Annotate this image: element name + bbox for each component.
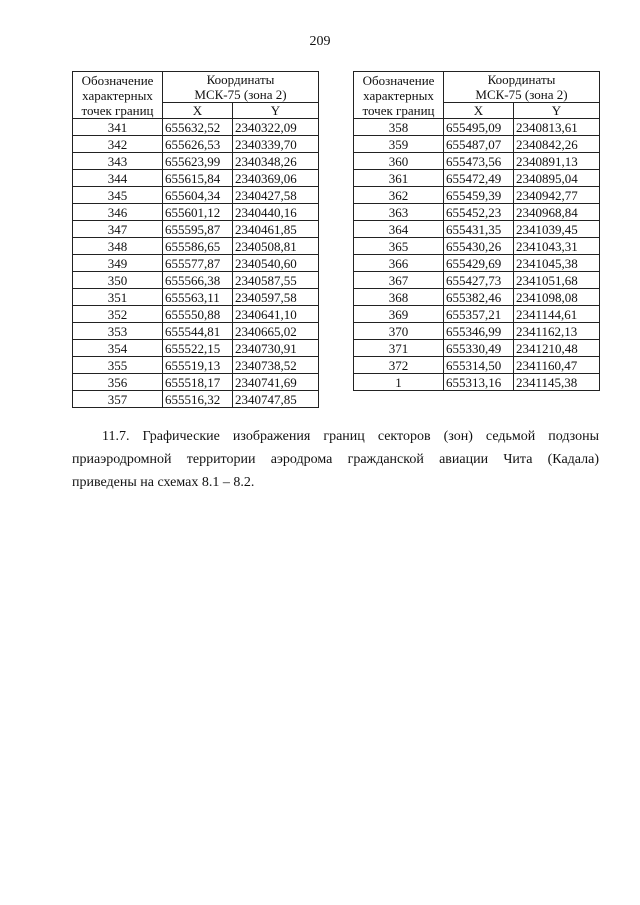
x-coordinate-cell: 655357,21 bbox=[444, 306, 514, 323]
table-row bbox=[73, 323, 319, 340]
x-coordinate-cell: 655604,34 bbox=[163, 187, 233, 204]
y-coordinate-cell: 2340440,16 bbox=[233, 204, 319, 221]
x-coordinate-cell: 655519,13 bbox=[163, 357, 233, 374]
x-coordinate-cell: 655586,65 bbox=[163, 238, 233, 255]
table-row bbox=[73, 357, 319, 374]
point-number-cell: 372 bbox=[354, 357, 444, 374]
paragraph-11-7 bbox=[72, 425, 599, 494]
point-number-cell: 366 bbox=[354, 255, 444, 272]
y-coordinate-cell: 2340891,13 bbox=[514, 153, 600, 170]
y-coordinate-cell: 2340339,70 bbox=[233, 136, 319, 153]
x-coordinate-cell: 655382,46 bbox=[444, 289, 514, 306]
point-number-cell: 357 bbox=[73, 391, 163, 408]
point-number-cell: 355 bbox=[73, 357, 163, 374]
table-row bbox=[73, 153, 319, 170]
y-coordinate-cell: 2340369,06 bbox=[233, 170, 319, 187]
point-number-cell: 365 bbox=[354, 238, 444, 255]
y-coordinate-cell: 2340597,58 bbox=[233, 289, 319, 306]
table-row bbox=[73, 255, 319, 272]
table-row bbox=[354, 136, 600, 153]
y-coordinate-cell: 2341210,48 bbox=[514, 340, 600, 357]
x-coordinate-cell: 655459,39 bbox=[444, 187, 514, 204]
y-coordinate-cell: 2340665,02 bbox=[233, 323, 319, 340]
y-coordinate-cell: 2340968,84 bbox=[514, 204, 600, 221]
y-coordinate-cell: 2340508,81 bbox=[233, 238, 319, 255]
y-coordinate-cell: 2341160,47 bbox=[514, 357, 600, 374]
y-coordinate-cell: 2341145,38 bbox=[514, 374, 600, 391]
header-coordinates: Координаты МСК-75 (зона 2) bbox=[444, 72, 600, 103]
x-coordinate-cell: 655601,12 bbox=[163, 204, 233, 221]
x-coordinate-cell: 655452,23 bbox=[444, 204, 514, 221]
table-row bbox=[73, 391, 319, 408]
table-row bbox=[354, 153, 600, 170]
point-number-cell: 346 bbox=[73, 204, 163, 221]
y-coordinate-cell: 2341162,13 bbox=[514, 323, 600, 340]
table-row bbox=[354, 340, 600, 357]
table-row bbox=[354, 357, 600, 374]
x-coordinate-cell: 655563,11 bbox=[163, 289, 233, 306]
table-row bbox=[354, 255, 600, 272]
point-number-cell: 345 bbox=[73, 187, 163, 204]
x-coordinate-cell: 655615,84 bbox=[163, 170, 233, 187]
x-coordinate-cell: 655313,16 bbox=[444, 374, 514, 391]
point-number-cell: 347 bbox=[73, 221, 163, 238]
y-coordinate-cell: 2340348,26 bbox=[233, 153, 319, 170]
table-row bbox=[73, 374, 319, 391]
x-coordinate-cell: 655495,09 bbox=[444, 119, 514, 136]
table-row bbox=[354, 238, 600, 255]
header-y: Y bbox=[514, 103, 600, 119]
table-row bbox=[354, 204, 600, 221]
point-number-cell: 361 bbox=[354, 170, 444, 187]
y-coordinate-cell: 2341098,08 bbox=[514, 289, 600, 306]
point-number-cell: 371 bbox=[354, 340, 444, 357]
point-number-cell: 1 bbox=[354, 374, 444, 391]
y-coordinate-cell: 2340895,04 bbox=[514, 170, 600, 187]
point-number-cell: 342 bbox=[73, 136, 163, 153]
x-coordinate-cell: 655516,32 bbox=[163, 391, 233, 408]
point-number-cell: 364 bbox=[354, 221, 444, 238]
x-coordinate-cell: 655487,07 bbox=[444, 136, 514, 153]
point-number-cell: 344 bbox=[73, 170, 163, 187]
table-row bbox=[354, 323, 600, 340]
point-number-cell: 360 bbox=[354, 153, 444, 170]
x-coordinate-cell: 655429,69 bbox=[444, 255, 514, 272]
point-number-cell: 353 bbox=[73, 323, 163, 340]
x-coordinate-cell: 655544,81 bbox=[163, 323, 233, 340]
x-coordinate-cell: 655626,53 bbox=[163, 136, 233, 153]
paragraph-line: приаэродромной территории аэродрома гражданской авиации Чита (Кадала) bbox=[72, 452, 599, 467]
x-coordinate-cell: 655577,87 bbox=[163, 255, 233, 272]
y-coordinate-cell: 2341043,31 bbox=[514, 238, 600, 255]
point-number-cell: 367 bbox=[354, 272, 444, 289]
point-number-cell: 341 bbox=[73, 119, 163, 136]
x-coordinate-cell: 655346,99 bbox=[444, 323, 514, 340]
y-coordinate-cell: 2341144,61 bbox=[514, 306, 600, 323]
x-coordinate-cell: 655518,17 bbox=[163, 374, 233, 391]
point-number-cell: 370 bbox=[354, 323, 444, 340]
x-coordinate-cell: 655314,50 bbox=[444, 357, 514, 374]
y-coordinate-cell: 2341045,38 bbox=[514, 255, 600, 272]
header-point-label: Обозначение характерных точек границ bbox=[354, 72, 444, 119]
table-row bbox=[354, 119, 600, 136]
x-coordinate-cell: 655566,38 bbox=[163, 272, 233, 289]
x-coordinate-cell: 655431,35 bbox=[444, 221, 514, 238]
y-coordinate-cell: 2340540,60 bbox=[233, 255, 319, 272]
point-number-cell: 358 bbox=[354, 119, 444, 136]
x-coordinate-cell: 655632,52 bbox=[163, 119, 233, 136]
table-row bbox=[354, 187, 600, 204]
point-number-cell: 349 bbox=[73, 255, 163, 272]
y-coordinate-cell: 2340747,85 bbox=[233, 391, 319, 408]
table-row bbox=[73, 187, 319, 204]
table-row bbox=[73, 306, 319, 323]
point-number-cell: 362 bbox=[354, 187, 444, 204]
coordinates-table-right bbox=[353, 71, 600, 391]
table-row bbox=[73, 289, 319, 306]
table-row bbox=[354, 272, 600, 289]
y-coordinate-cell: 2340813,61 bbox=[514, 119, 600, 136]
x-coordinate-cell: 655595,87 bbox=[163, 221, 233, 238]
table-row bbox=[73, 170, 319, 187]
x-coordinate-cell: 655330,49 bbox=[444, 340, 514, 357]
point-number-cell: 356 bbox=[73, 374, 163, 391]
header-x: X bbox=[163, 103, 233, 119]
point-number-cell: 351 bbox=[73, 289, 163, 306]
y-coordinate-cell: 2340461,85 bbox=[233, 221, 319, 238]
y-coordinate-cell: 2340587,55 bbox=[233, 272, 319, 289]
y-coordinate-cell: 2340641,10 bbox=[233, 306, 319, 323]
table-row bbox=[73, 119, 319, 136]
y-coordinate-cell: 2341039,45 bbox=[514, 221, 600, 238]
x-coordinate-cell: 655550,88 bbox=[163, 306, 233, 323]
point-number-cell: 350 bbox=[73, 272, 163, 289]
table-row bbox=[354, 221, 600, 238]
header-y: Y bbox=[233, 103, 319, 119]
point-number-cell: 354 bbox=[73, 340, 163, 357]
point-number-cell: 363 bbox=[354, 204, 444, 221]
x-coordinate-cell: 655427,73 bbox=[444, 272, 514, 289]
y-coordinate-cell: 2340942,77 bbox=[514, 187, 600, 204]
paragraph-line: приведены на схемах 8.1 – 8.2. bbox=[72, 475, 255, 490]
point-number-cell: 369 bbox=[354, 306, 444, 323]
header-point-label: Обозначение характерных точек границ bbox=[73, 72, 163, 119]
header-x: X bbox=[444, 103, 514, 119]
point-number-cell: 343 bbox=[73, 153, 163, 170]
y-coordinate-cell: 2340842,26 bbox=[514, 136, 600, 153]
point-number-cell: 352 bbox=[73, 306, 163, 323]
x-coordinate-cell: 655430,26 bbox=[444, 238, 514, 255]
table-row bbox=[354, 170, 600, 187]
table-row bbox=[73, 340, 319, 357]
table-row bbox=[73, 221, 319, 238]
x-coordinate-cell: 655623,99 bbox=[163, 153, 233, 170]
page-number: 209 bbox=[309, 34, 331, 49]
header-coordinates: Координаты МСК-75 (зона 2) bbox=[163, 72, 319, 103]
table-row bbox=[354, 374, 600, 391]
table-row bbox=[73, 136, 319, 153]
paragraph-line: 11.7. Графические изображения границ секторов (зон) седьмой подзоны bbox=[102, 429, 599, 444]
y-coordinate-cell: 2340427,58 bbox=[233, 187, 319, 204]
table-row bbox=[354, 289, 600, 306]
coordinates-table-left bbox=[72, 71, 319, 408]
y-coordinate-cell: 2341051,68 bbox=[514, 272, 600, 289]
x-coordinate-cell: 655473,56 bbox=[444, 153, 514, 170]
table-row bbox=[73, 238, 319, 255]
point-number-cell: 368 bbox=[354, 289, 444, 306]
y-coordinate-cell: 2340738,52 bbox=[233, 357, 319, 374]
point-number-cell: 348 bbox=[73, 238, 163, 255]
point-number-cell: 359 bbox=[354, 136, 444, 153]
table-row bbox=[73, 272, 319, 289]
y-coordinate-cell: 2340730,91 bbox=[233, 340, 319, 357]
table-row bbox=[354, 306, 600, 323]
y-coordinate-cell: 2340741,69 bbox=[233, 374, 319, 391]
x-coordinate-cell: 655472,49 bbox=[444, 170, 514, 187]
y-coordinate-cell: 2340322,09 bbox=[233, 119, 319, 136]
x-coordinate-cell: 655522,15 bbox=[163, 340, 233, 357]
table-row bbox=[73, 204, 319, 221]
